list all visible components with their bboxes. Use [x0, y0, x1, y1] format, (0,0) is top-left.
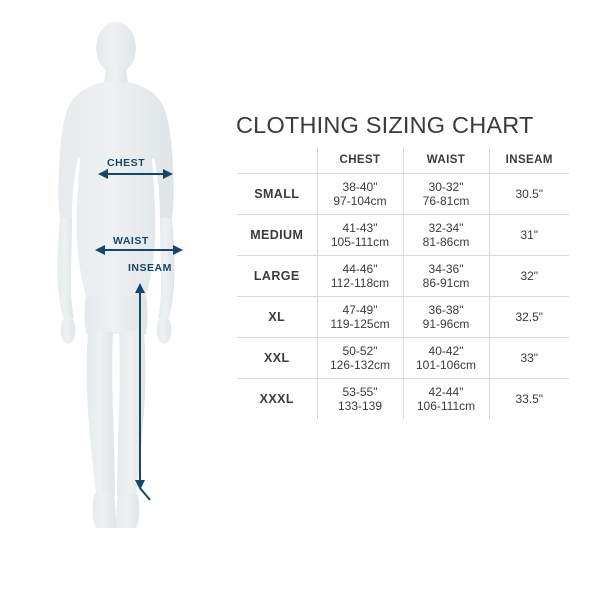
cell-inseam: 33": [489, 338, 569, 379]
table-row: [237, 215, 569, 256]
cell-waist: [403, 174, 489, 215]
chest-inches: 44-46": [342, 262, 378, 276]
waist-inches: 32-34": [428, 221, 464, 235]
table-header-row: [237, 147, 569, 174]
waist-measure-label: WAIST: [113, 235, 149, 247]
cell-inseam: 33.5": [489, 379, 569, 420]
chest-inches: 50-52": [342, 344, 378, 358]
waist-inches: 42-44": [428, 385, 464, 399]
table-row: [237, 297, 569, 338]
waist-cm: 81-86cm: [422, 235, 470, 249]
waist-cm: 76-81cm: [422, 194, 470, 208]
column-header-chest: CHEST: [317, 147, 403, 174]
row-size-label: XXL: [237, 338, 317, 379]
waist-inches: 40-42": [428, 344, 464, 358]
row-size-label: XL: [237, 297, 317, 338]
sizing-chart-panel: [232, 0, 600, 600]
row-size-label: XXXL: [237, 379, 317, 420]
cell-chest: [317, 174, 403, 215]
table-header: [237, 147, 569, 174]
cell-waist: [403, 297, 489, 338]
chest-inches: 53-55": [342, 385, 378, 399]
row-size-label: SMALL: [237, 174, 317, 215]
waist-inches: 34-36": [428, 262, 464, 276]
cell-inseam: 32.5": [489, 297, 569, 338]
cell-waist: [403, 215, 489, 256]
column-header-inseam: INSEAM: [489, 147, 569, 174]
chest-inches: 38-40": [342, 180, 378, 194]
column-header-size: [237, 147, 317, 174]
cell-waist: [403, 256, 489, 297]
cell-chest: [317, 215, 403, 256]
cell-chest: [317, 338, 403, 379]
sizing-table: [237, 147, 569, 419]
chest-cm: 126-132cm: [329, 358, 391, 372]
chest-inches: 47-49": [342, 303, 378, 317]
table-row: [237, 338, 569, 379]
page-title: CLOTHING SIZING CHART: [236, 112, 534, 138]
waist-inches: 30-32": [428, 180, 464, 194]
waist-cm: 101-106cm: [415, 358, 477, 372]
column-header-waist: WAIST: [403, 147, 489, 174]
cell-chest: [317, 256, 403, 297]
cell-chest: [317, 297, 403, 338]
waist-cm: 91-96cm: [422, 317, 470, 331]
row-size-label: MEDIUM: [237, 215, 317, 256]
figure-illustration-panel: [0, 0, 232, 600]
waist-cm: 86-91cm: [422, 276, 470, 290]
chest-cm: 133-139: [337, 399, 383, 413]
table-row: [237, 256, 569, 297]
cell-waist: [403, 338, 489, 379]
table-row: [237, 379, 569, 420]
table-body: [237, 174, 569, 420]
cell-waist: [403, 379, 489, 420]
inseam-measure-label: INSEAM: [128, 262, 172, 274]
chest-inches: 41-43": [342, 221, 378, 235]
cell-inseam: 30.5": [489, 174, 569, 215]
waist-cm: 106-111cm: [416, 399, 476, 413]
chest-measure-label: CHEST: [107, 157, 146, 169]
chest-cm: 97-104cm: [333, 194, 387, 208]
chest-cm: 112-118cm: [330, 276, 390, 290]
cell-inseam: 32": [489, 256, 569, 297]
human-body-silhouette-icon: [0, 0, 232, 600]
row-size-label: LARGE: [237, 256, 317, 297]
chest-cm: 119-125cm: [330, 317, 390, 331]
waist-inches: 36-38": [428, 303, 464, 317]
table-row: [237, 174, 569, 215]
cell-inseam: 31": [489, 215, 569, 256]
chest-cm: 105-111cm: [330, 235, 390, 249]
cell-chest: [317, 379, 403, 420]
